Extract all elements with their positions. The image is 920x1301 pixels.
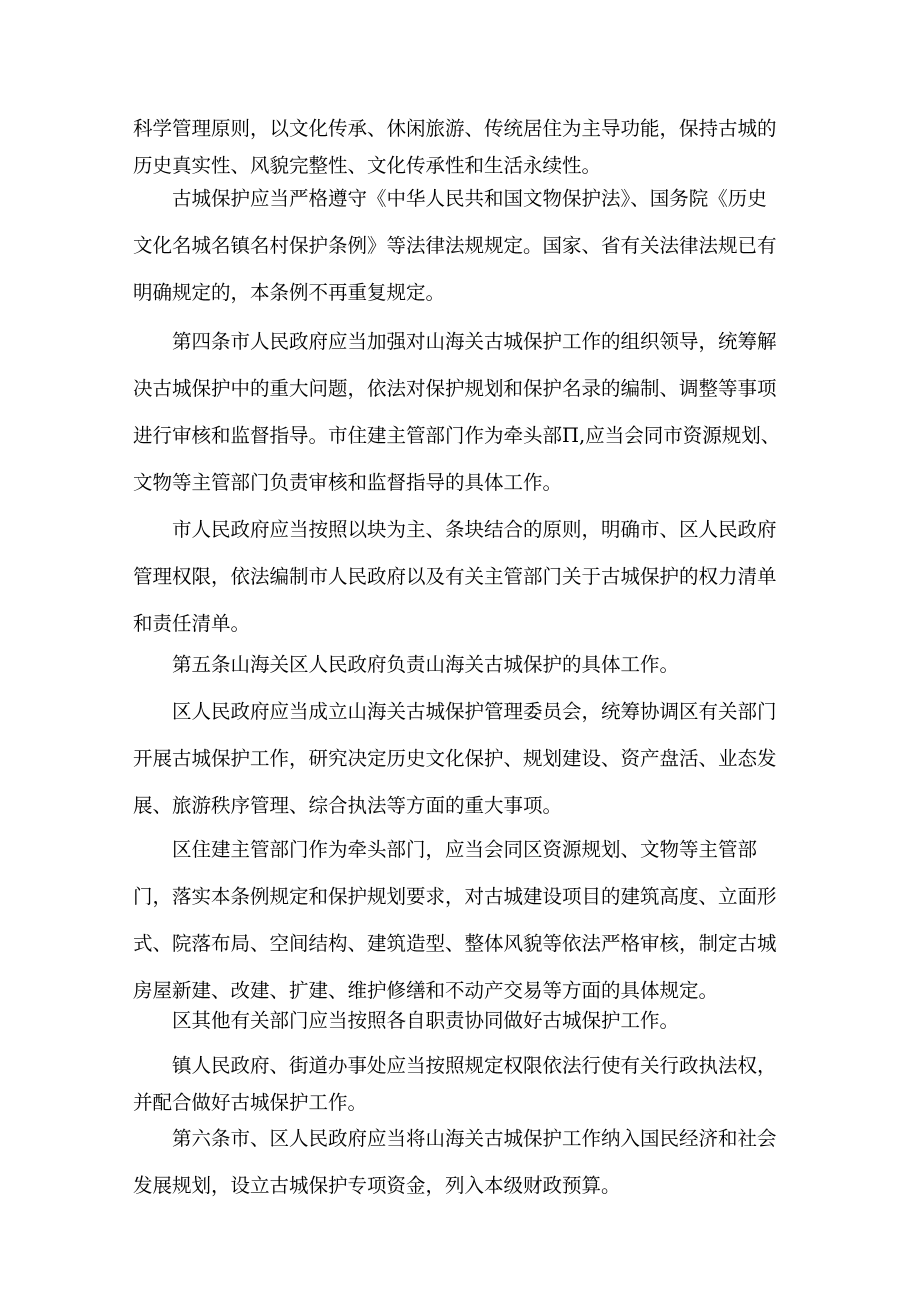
paragraph-7: 区住建主管部门作为牵头部门，应当会同区资源规划、文物等主管部门，落实本条例规定和保护规划要求，对古城建设项目的建筑高度、立面形式、院落布局、空间结构、建筑造型、整体风貌等依法严格审核，制定古城房屋新建、改建、扩建、维护修缮和不动产交易等方面的具体规定。 [133,838,777,1002]
paragraph-2: 古城保护应当严格遵守《中华人民共和国文物保护法》、国务院《历史文化名城名镇名村保护条例》等法律法规规定。国家、省有关法律法规已有明确规定的，本条例不再重复规定。 [133,187,777,304]
paragraph-9: 镇人民政府、街道办事处应当按照规定权限依法行使有关行政执法权，并配合做好古城保护工作。 [133,1054,777,1114]
paragraph-8: 区其他有关部门应当按照各自职责协同做好古城保护工作。 [172,1009,680,1032]
paragraph-10-article-6: 第六条市、区人民政府应当将山海关古城保护工作纳入国民经济和社会发展规划，设立古城保护专项资金，列入本级财政预算。 [133,1127,777,1197]
paragraph-1: 科学管理原则，以文化传承、休闲旅游、传统居住为主导功能，保持古城的历史真实性、风貌完整性、文化传承性和生活永续性。 [133,117,777,177]
paragraph-4: 市人民政府应当按照以块为主、条块结合的原则，明确市、区人民政府管理权限，依法编制市人民政府以及有关主管部门关于古城保护的权力清单和责任清单。 [133,518,777,635]
paragraph-5-article-5: 第五条山海关区人民政府负责山海关古城保护的具体工作。 [172,653,680,676]
paragraph-3-article-4: 第四条市人民政府应当加强对山海关古城保护工作的组织领导，统筹解决古城保护中的重大问题，依法对保护规划和保护名录的编制、调整等事项进行审核和监督指导。市住建主管部门作为牵头部Π,应当会同市资源规划、文物等主管部门负责审核和监督指导的具体工作。 [133,330,781,494]
paragraph-6: 区人民政府应当成立山海关古城保护管理委员会，统筹协调区有关部门开展古城保护工作，研究决定历史文化保护、规划建设、资产盘活、业态发展、旅游秩序管理、综合执法等方面的重大事项。 [133,700,777,817]
